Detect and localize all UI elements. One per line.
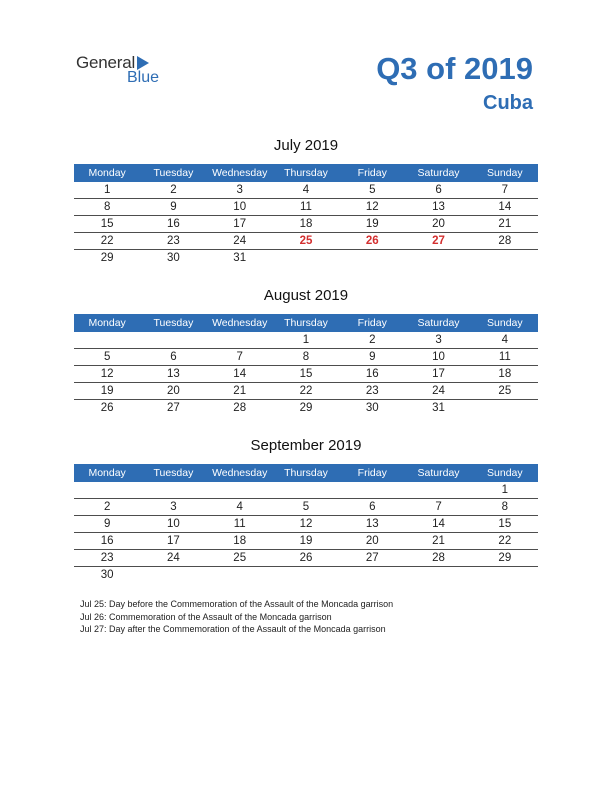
day-cell: 20 xyxy=(167,385,180,397)
day-cell xyxy=(74,332,140,348)
day-cell: 17 xyxy=(167,535,180,547)
holiday-note: Jul 27: Day after the Commemoration of the Assault of the Moncada garrison xyxy=(80,624,386,634)
holiday-notes xyxy=(80,598,420,636)
day-cell: 2 xyxy=(369,334,376,346)
day-cell: 27 xyxy=(432,235,445,247)
day-cell: 30 xyxy=(167,252,180,264)
day-cell xyxy=(339,567,405,584)
day-cell: 27 xyxy=(365,552,379,564)
week-row xyxy=(74,533,538,550)
month-grid xyxy=(74,482,538,584)
weekday-label: Monday xyxy=(88,167,126,179)
day-cell xyxy=(339,250,405,267)
day-cell: 26 xyxy=(365,235,379,247)
month-title: August 2019 xyxy=(263,287,349,304)
day-cell: 21 xyxy=(432,535,445,547)
day-cell: 3 xyxy=(170,501,177,513)
day-cell: 15 xyxy=(299,368,313,380)
week-row xyxy=(74,516,538,533)
day-cell: 4 xyxy=(236,501,243,513)
day-cell: 5 xyxy=(103,351,111,363)
logo-triangle-icon xyxy=(137,56,149,70)
day-cell: 6 xyxy=(170,351,177,363)
weekday-label: Thursday xyxy=(284,467,328,479)
day-cell: 23 xyxy=(167,235,180,247)
day-cell xyxy=(472,400,538,417)
day-cell: 12 xyxy=(100,368,114,380)
day-cell: 8 xyxy=(103,201,111,213)
weekday-label: Tuesday xyxy=(153,467,194,479)
day-cell: 29 xyxy=(299,402,313,414)
quarter-title: Q3 of 2019 xyxy=(376,51,533,86)
day-cell: 28 xyxy=(498,235,512,247)
week-row xyxy=(74,499,538,516)
weekday-label: Saturday xyxy=(417,467,460,479)
day-cell: 8 xyxy=(302,351,310,363)
day-cell: 16 xyxy=(167,218,180,230)
day-cell: 7 xyxy=(435,501,442,513)
day-cell: 3 xyxy=(435,334,442,346)
week-row xyxy=(74,567,538,584)
weekday-label: Wednesday xyxy=(212,317,268,329)
weekday-label: Saturday xyxy=(417,167,460,179)
day-cell: 19 xyxy=(365,218,379,230)
day-cell: 21 xyxy=(233,385,247,397)
weekday-label: Friday xyxy=(357,317,387,329)
day-cell: 15 xyxy=(100,218,114,230)
weekday-label: Sunday xyxy=(487,167,523,179)
logo-text-general: General xyxy=(76,53,136,72)
day-cell: 29 xyxy=(498,552,512,564)
day-cell: 9 xyxy=(170,201,177,213)
day-cell: 27 xyxy=(167,402,180,414)
day-cell: 14 xyxy=(498,201,512,213)
day-cell: 16 xyxy=(100,535,114,547)
weekday-label: Sunday xyxy=(487,317,523,329)
day-cell: 18 xyxy=(299,218,313,230)
week-row xyxy=(74,216,538,233)
day-cell: 5 xyxy=(302,501,310,513)
day-cell: 7 xyxy=(501,184,509,196)
day-cell: 13 xyxy=(365,518,379,530)
weekday-label: Saturday xyxy=(417,317,460,329)
day-cell: 11 xyxy=(300,201,312,213)
day-cell: 10 xyxy=(432,351,445,363)
day-cell: 16 xyxy=(365,368,379,380)
day-cell: 6 xyxy=(435,184,442,196)
day-cell: 12 xyxy=(299,518,313,530)
day-cell: 22 xyxy=(100,235,114,247)
day-cell xyxy=(273,250,339,267)
day-cell: 31 xyxy=(432,402,445,414)
logo-text-blue: Blue xyxy=(127,69,160,86)
day-cell xyxy=(140,482,206,498)
weekday-label: Friday xyxy=(357,167,387,179)
day-cell: 30 xyxy=(365,402,379,414)
day-cell: 23 xyxy=(365,385,379,397)
week-row xyxy=(74,199,538,216)
day-cell: 12 xyxy=(365,201,379,213)
day-cell: 28 xyxy=(233,402,247,414)
day-cell xyxy=(207,482,273,498)
day-cell: 24 xyxy=(233,235,247,247)
day-cell: 18 xyxy=(498,368,512,380)
day-cell: 7 xyxy=(236,351,243,363)
weekday-label: Sunday xyxy=(487,467,523,479)
month-grid xyxy=(74,332,538,417)
weekday-label: Wednesday xyxy=(212,467,268,479)
week-row xyxy=(74,182,538,199)
day-cell: 25 xyxy=(498,385,512,397)
day-cell: 28 xyxy=(432,552,445,564)
week-row xyxy=(74,383,538,400)
day-cell: 25 xyxy=(299,235,313,247)
day-cell: 13 xyxy=(432,201,445,213)
weekday-header xyxy=(74,164,538,182)
day-cell: 4 xyxy=(501,334,509,346)
day-cell xyxy=(472,567,538,584)
day-cell: 15 xyxy=(498,518,512,530)
weekday-label: Thursday xyxy=(284,167,328,179)
day-cell: 26 xyxy=(299,552,313,564)
day-cell xyxy=(207,332,273,348)
weekday-label: Tuesday xyxy=(153,167,194,179)
week-row xyxy=(74,550,538,567)
day-cell xyxy=(339,482,405,498)
day-cell: 23 xyxy=(100,552,114,564)
day-cell: 22 xyxy=(498,535,512,547)
holiday-note: Jul 25: Day before the Commemoration of the Assault of the Moncada garrison xyxy=(80,599,394,609)
day-cell: 31 xyxy=(233,252,247,264)
day-cell: 1 xyxy=(302,334,310,346)
day-cell: 4 xyxy=(302,184,310,196)
month-title: July 2019 xyxy=(273,137,339,154)
day-cell: 8 xyxy=(501,501,509,513)
month-calendar xyxy=(74,436,538,584)
week-row xyxy=(74,332,538,349)
weekday-label: Friday xyxy=(357,467,387,479)
day-cell: 18 xyxy=(233,535,247,547)
day-cell xyxy=(405,482,471,498)
day-cell xyxy=(207,567,273,584)
day-cell: 10 xyxy=(233,201,247,213)
day-cell: 14 xyxy=(233,368,247,380)
day-cell xyxy=(74,482,140,498)
weekday-label: Monday xyxy=(88,467,126,479)
month-calendar xyxy=(74,286,538,417)
day-cell: 21 xyxy=(498,218,512,230)
month-grid xyxy=(74,182,538,267)
day-cell: 9 xyxy=(103,518,111,530)
day-cell: 14 xyxy=(432,518,445,530)
day-cell: 9 xyxy=(369,351,376,363)
country-name: Cuba xyxy=(483,92,533,114)
day-cell: 19 xyxy=(100,385,114,397)
day-cell: 17 xyxy=(432,368,445,380)
day-cell: 24 xyxy=(167,552,180,564)
week-row xyxy=(74,400,538,417)
day-cell: 2 xyxy=(170,184,177,196)
day-cell: 25 xyxy=(233,552,247,564)
weekday-label: Thursday xyxy=(284,317,328,329)
weekday-header xyxy=(74,464,538,482)
day-cell xyxy=(273,482,339,498)
weekday-label: Wednesday xyxy=(212,167,268,179)
week-row xyxy=(74,366,538,383)
day-cell xyxy=(273,567,339,584)
day-cell xyxy=(472,250,538,267)
day-cell: 20 xyxy=(365,535,379,547)
day-cell: 26 xyxy=(100,402,114,414)
day-cell xyxy=(140,567,206,584)
day-cell: 22 xyxy=(299,385,313,397)
day-cell: 29 xyxy=(100,252,114,264)
day-cell: 2 xyxy=(103,501,111,513)
weekday-header xyxy=(74,314,538,332)
month-title: September 2019 xyxy=(250,437,362,454)
brand-logo xyxy=(76,53,176,89)
day-cell: 13 xyxy=(167,368,180,380)
day-cell xyxy=(405,250,471,267)
month-calendar xyxy=(74,136,538,267)
day-cell xyxy=(140,332,206,348)
week-row xyxy=(74,482,538,499)
weekday-label: Tuesday xyxy=(153,317,194,329)
day-cell: 11 xyxy=(498,351,511,363)
day-cell: 3 xyxy=(236,184,243,196)
day-cell: 5 xyxy=(369,184,376,196)
day-cell: 17 xyxy=(233,218,247,230)
day-cell: 19 xyxy=(299,535,313,547)
day-cell: 24 xyxy=(432,385,445,397)
holiday-note: Jul 26: Commemoration of the Assault of the Moncada garrison xyxy=(80,611,332,622)
day-cell: 11 xyxy=(233,518,246,530)
day-cell: 10 xyxy=(167,518,180,530)
day-cell: 30 xyxy=(100,569,114,581)
day-cell: 20 xyxy=(432,218,445,230)
week-row xyxy=(74,233,538,250)
day-cell: 1 xyxy=(103,184,111,196)
week-row xyxy=(74,349,538,366)
week-row xyxy=(74,250,538,267)
day-cell xyxy=(405,567,471,584)
weekday-label: Monday xyxy=(88,317,126,329)
day-cell: 1 xyxy=(501,484,509,496)
day-cell: 6 xyxy=(369,501,376,513)
